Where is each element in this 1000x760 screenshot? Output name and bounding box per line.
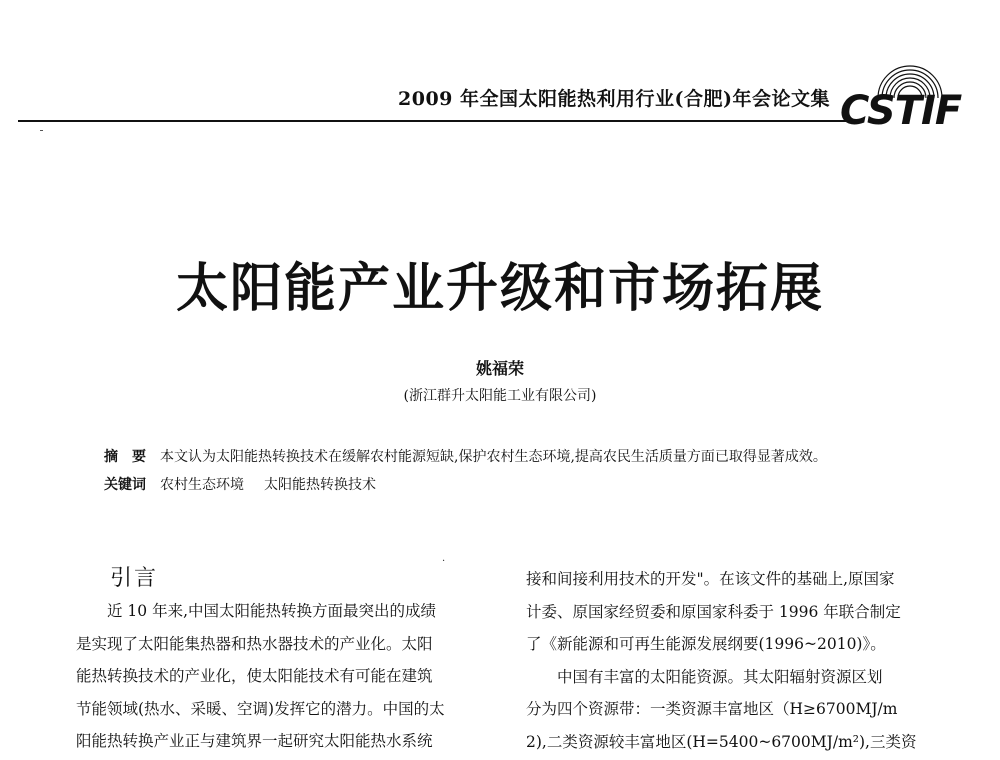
- paragraph-line: 能热转换技术的产业化，使太阳能技术有可能在建筑: [76, 667, 433, 685]
- paper-title: 太阳能产业升级和市场拓展: [175, 258, 824, 319]
- abstract-text: 本文认为太阳能热转换技术在缓解农村能源短缺,保护农村生态环境,提高农民生活质量方面已取得显著成效。: [160, 449, 827, 465]
- keywords: [104, 476, 984, 494]
- logo-wordmark: CSTIF: [840, 88, 962, 134]
- author-affiliation: (浙江群升太阳能工业有限公司): [403, 388, 597, 404]
- paragraph-line: 计委、原国家经贸委和原国家科委于 1996 年联合制定: [526, 602, 901, 621]
- paragraph-line: 阳能热转换产业正与建筑界一起研究太阳能热水系统: [76, 732, 433, 750]
- header-rule-tick: [40, 130, 43, 131]
- keyword: 太阳能热转换技术: [264, 477, 376, 493]
- abstract: [104, 448, 984, 466]
- body-column-right: [526, 563, 946, 758]
- body-column-left: [76, 563, 496, 758]
- running-header: 2009 年全国太阳能热利用行业(合肥)年会论文集: [398, 88, 830, 110]
- paragraph-line: 分为四个资源带：一类资源丰富地区（H≥6700MJ/m: [526, 700, 898, 718]
- paragraph-line: 是实现了太阳能集热器和热水器技术的产业化。太阳: [76, 634, 433, 653]
- keyword: 农村生态环境: [160, 477, 244, 493]
- stray-mark: ·: [442, 556, 446, 567]
- paragraph-line: 节能领域(热水、采暖、空调)发挥它的潜力。中国的太: [76, 699, 445, 718]
- author-name: 姚福荣: [475, 359, 524, 378]
- paragraph-line: 2),二类资源较丰富地区(H=5400~6700MJ/m²),三类资: [526, 732, 917, 751]
- paragraph-line: 了《新能源和可再生能源发展纲要(1996~2010)》。: [526, 635, 886, 653]
- section-heading: 引言: [110, 566, 159, 591]
- abstract-label: 摘 要: [104, 449, 146, 465]
- paragraph-line: 接和间接利用技术的开发"。在该文件的基础上,原国家: [526, 570, 895, 588]
- cstif-logo: [838, 42, 970, 132]
- paragraph-line: 近 10 年来,中国太阳能热转换方面最突出的成绩: [107, 602, 437, 620]
- header-rule: [18, 120, 850, 122]
- paragraph-line: 中国有丰富的太阳能资源。其太阳辐射资源区划: [557, 667, 883, 686]
- keywords-label: 关键词: [104, 477, 146, 493]
